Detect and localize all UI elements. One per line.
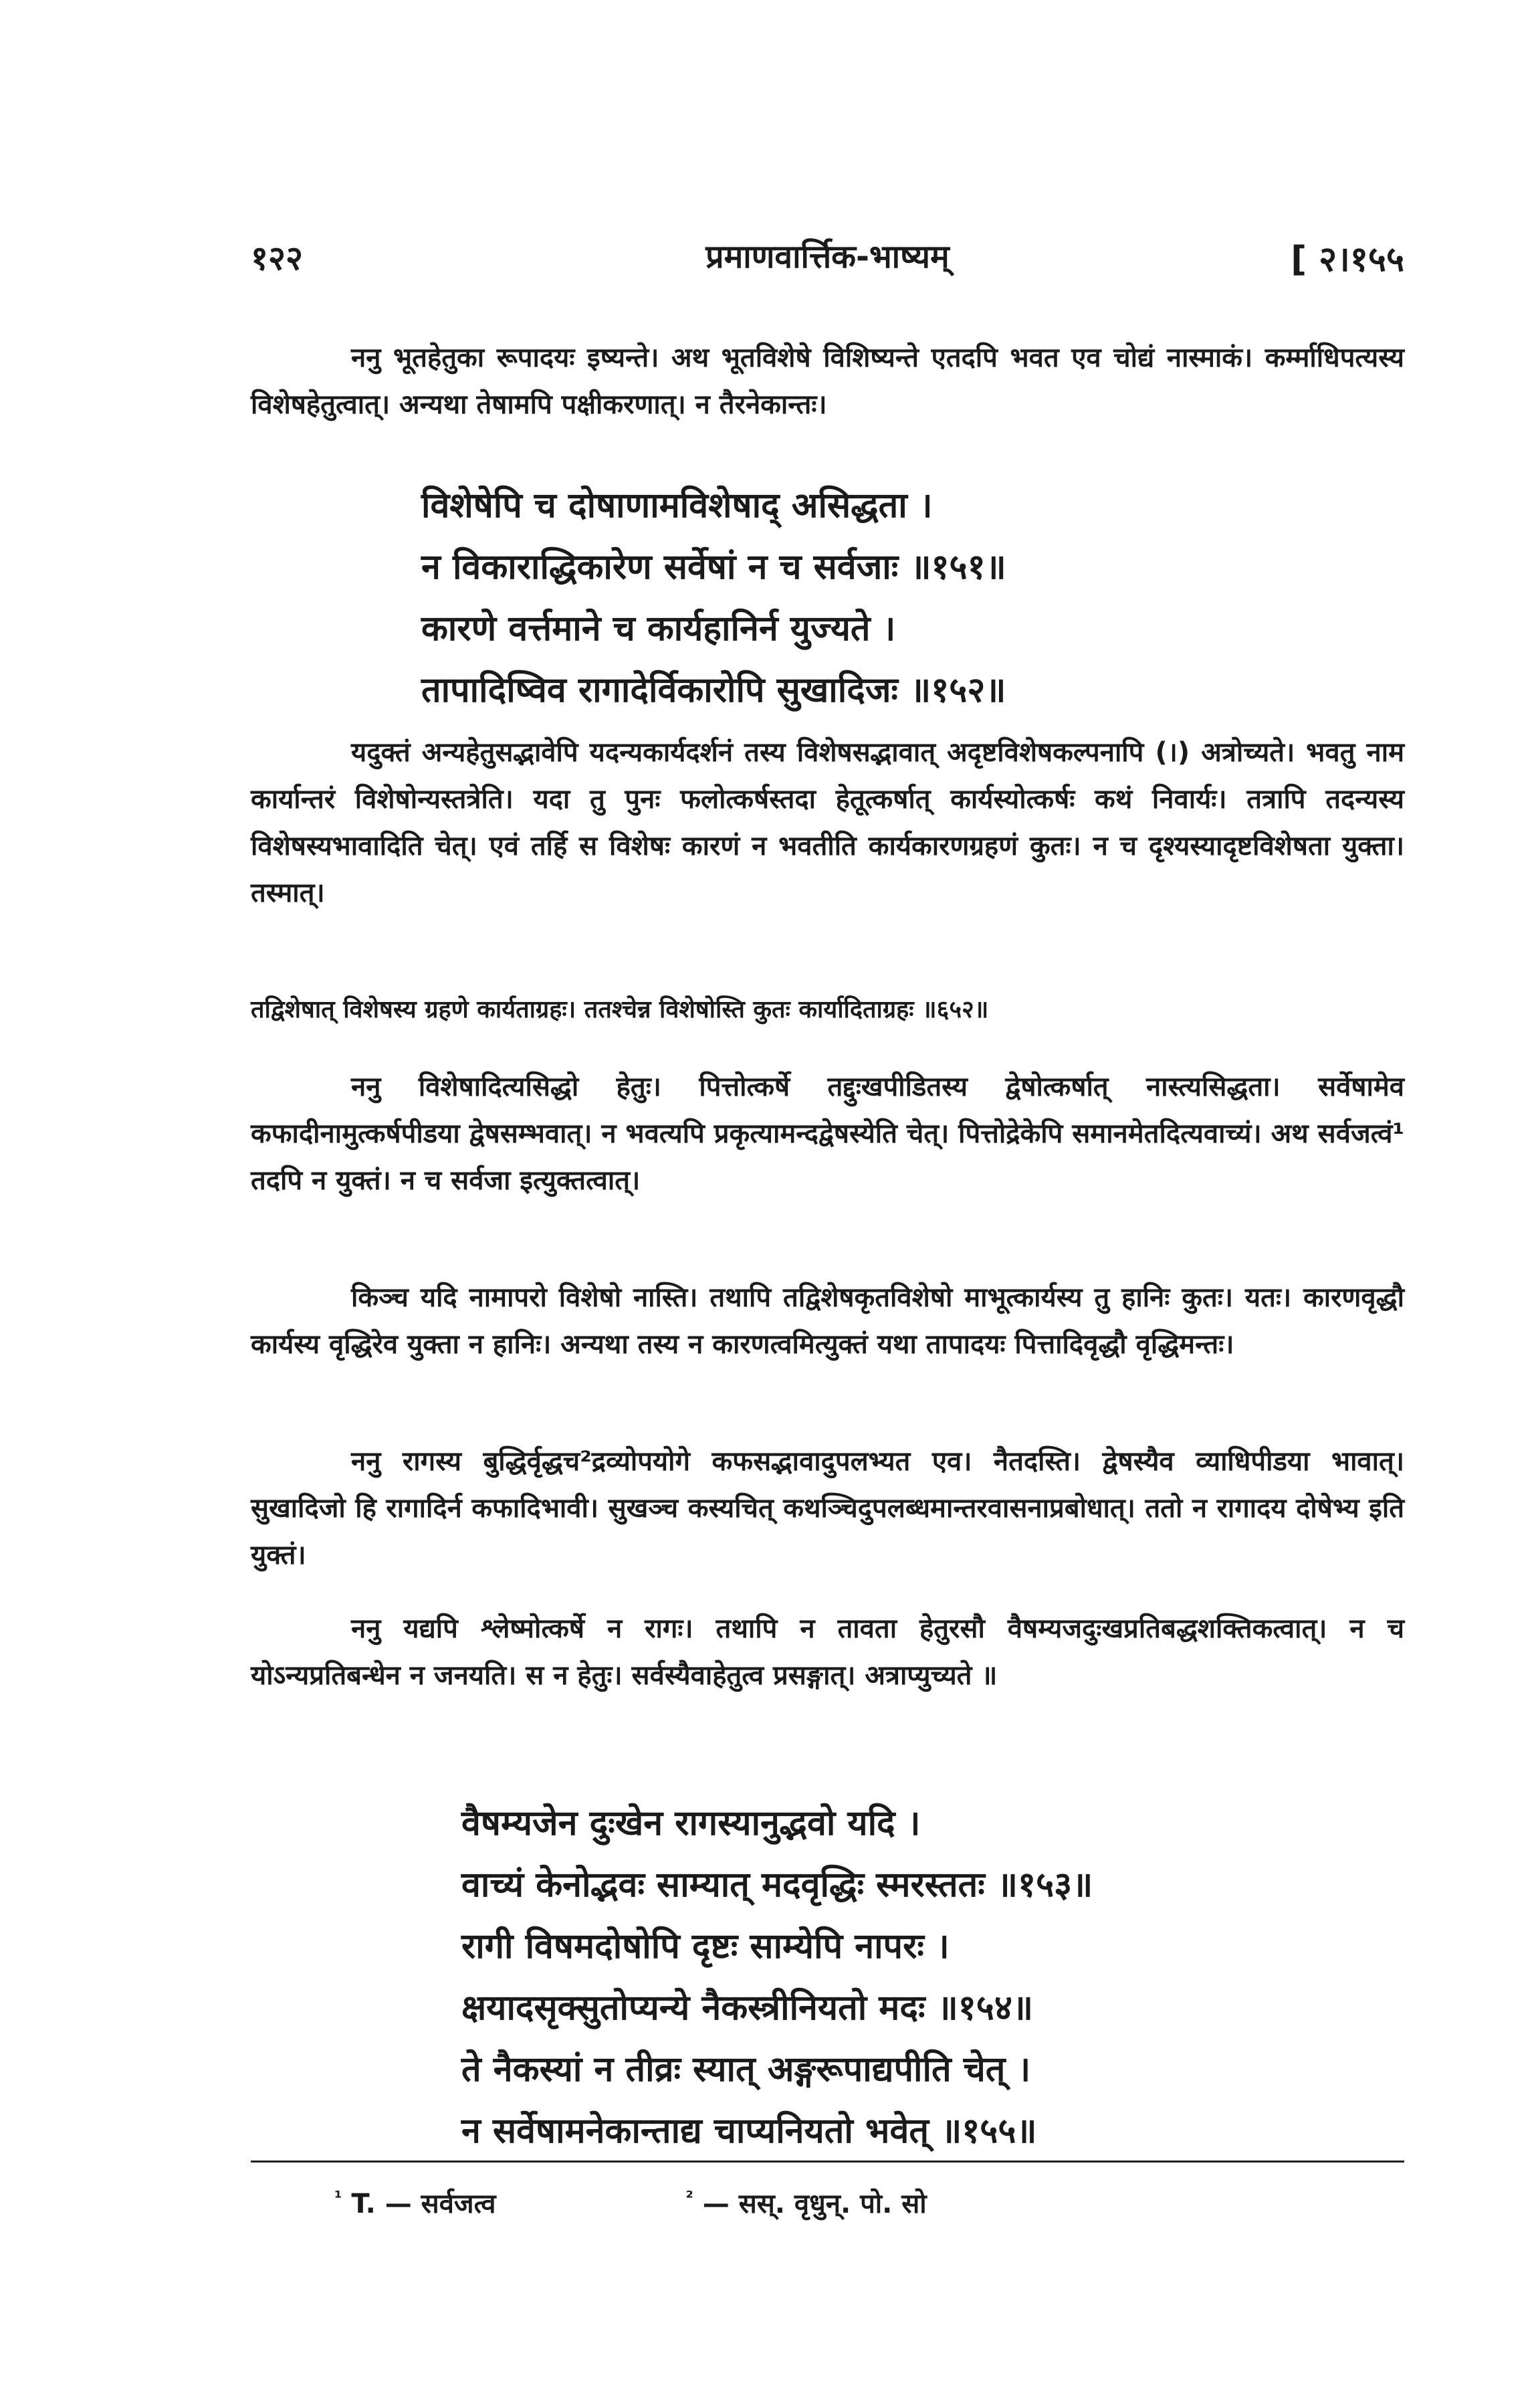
- footnote-text: — सस्. वृधुन्. पो. सो: [702, 2189, 927, 2219]
- running-title: प्रमाणवार्त्तिक-भाष्यम्: [705, 238, 950, 276]
- verse-line: वाच्यं केनोद्भवः साम्यात् मदवृद्धिः स्मरस्ततः ॥१५३॥: [461, 1865, 1093, 1905]
- footnote-mark: ¹: [334, 2187, 342, 2208]
- verse-line: रागी विषमदोषोपि दृष्टः साम्येपि नापरः ।: [461, 1926, 950, 1967]
- footnote: [685, 2184, 926, 2221]
- paragraph: ननु यद्यपि श्लेष्मोत्कर्षे न रागः। तथापि न तावता हेतुरसौ वैषम्यजदुःखप्रतिबद्धशक्तिकत्वात्। न च योऽन्यप्रतिबन्धेन न जनयति। स न हेतुः। सर्वस्यैवाहेतुत्व प्रसङ्गात्। अत्राप्युच्यते ॥: [251, 1613, 1404, 1691]
- verse-line: कारणे वर्त्तमाने च कार्यहानिर्न युज्यते ।: [421, 609, 896, 649]
- verse-line: क्षयादसृक्सुतोप्यन्ये नैकस्त्रीनियतो मदः ॥१५४॥: [461, 1988, 1034, 2028]
- verse-reference: [ २।१५५: [1291, 239, 1404, 280]
- verse-line: ते नैकस्यां न तीव्रः स्यात् अङ्गरूपाद्यपीति चेत् ।: [461, 2049, 1031, 2090]
- running-head: [251, 234, 1404, 294]
- footnote: [334, 2184, 496, 2221]
- paragraph: यदुक्तं अन्यहेतुसद्भावेपि यदन्यकार्यदर्शनं तस्य विशेषसद्भावात् अदृष्टविशेषकल्पनापि (।) अत्रोच्यते। भवतु नाम कार्यान्तरं विशेषोन्यस्तत्रेति। यदा तु पुनः फलोत्कर्षस्तदा हेतूत्कर्षात् कार्यस्योत्कर्षः कथं निवार्यः। तत्रापि तदन्यस्य विशेषस्यभावादिति चेत्। एवं तर्हि स विशेषः कारणं न भवतीति कार्यकारणग्रहणं कुतः। न च दृश्यस्यादृष्टविशेषता युक्ता। तस्मात्।: [251, 737, 1404, 908]
- footnote-mark: ²: [685, 2187, 693, 2208]
- verse-line: वैषम्यजेन दुःखेन रागस्यानुद्भवो यदि ।: [461, 1803, 921, 1843]
- paragraph: ननु विशेषादित्यसिद्धो हेतुः। पित्तोत्कर्षे तद्दुःखपीडितस्य द्वेषोत्कर्षात् नास्त्यसिद्धता। सर्वेषामेव कफादीनामुत्कर्षपीडया द्वेषसम्भवात्। न भवत्यपि प्रकृत्यामन्दद्वेषस्येति चेत्। पित्तोद्रेकेपि समानमेतदित्यवाच्यं। अथ सर्वजत्वं¹ तदपि न युक्तं। न च सर्वजा इत्युक्तत्वात्।: [251, 1072, 1404, 1196]
- footnotes: [334, 2184, 1271, 2221]
- footnote-text: T. — सर्वजत्व: [351, 2189, 496, 2219]
- verse-block: [421, 475, 1371, 721]
- paragraph: तद्विशेषात् विशेषस्य ग्रहणे कार्यताग्रहः। ततश्चेन्न विशेषोस्ति कुतः कार्यादिताग्रहः ॥६५२॥: [251, 996, 989, 1023]
- verse-line: न विकाराद्धिकारेण सर्वेषां न च सर्वजाः ॥१५१॥: [421, 547, 1006, 587]
- verse-line: विशेषेपि च दोषाणामविशेषाद् असिद्धता ।: [421, 486, 933, 526]
- verse-block: [461, 1793, 1411, 2162]
- paragraph: ननु रागस्य बुद्धिर्वृद्धच²द्रव्योपयोगे कफसद्भावादुपलभ्यत एव। नैतदस्ति। द्वेषस्यैव व्याधिपीडया भावात्। सुखादिजो हि रागादिर्न कफादिभावी। सुखञ्च कस्यचित् कथञ्चिदुपलब्धमान्तरवासनाप्रबोधात्। ततो न रागादय दोषेभ्य इति युक्तं।: [251, 1446, 1404, 1571]
- paragraph: किञ्च यदि नामापरो विशेषो नास्ति। तथापि तद्विशेषकृतविशेषो माभूत्कार्यस्य तु हानिः कुतः। यतः। कारणवृद्धौ कार्यस्य वृद्धिरेव युक्ता न हानिः। अन्यथा तस्य न कारणत्वमित्युक्तं यथा तापादयः पित्तादिवृद्धौ वृद्धिमन्तः।: [251, 1282, 1404, 1360]
- footnote-divider: [251, 2161, 1404, 2163]
- verse-line: न सर्वेषामनेकान्ताद्य चाप्यनियतो भवेत् ॥१५५॥: [461, 2111, 1037, 2151]
- verse-line: तापादिष्विव रागादेर्विकारोपि सुखादिजः ॥१५२॥: [421, 670, 1006, 710]
- page-number: १२२: [251, 239, 303, 278]
- paragraph: ननु भूतहेतुका रूपादयः इष्यन्ते। अथ भूतविशेषे विशिष्यन्ते एतदपि भवत एव चोद्यं नास्माकं। कर्म्माधिपत्यस्य विशेषहेतुत्वात्। अन्यथा तेषामपि पक्षीकरणात्। न तैरनेकान्तः।: [251, 342, 1404, 420]
